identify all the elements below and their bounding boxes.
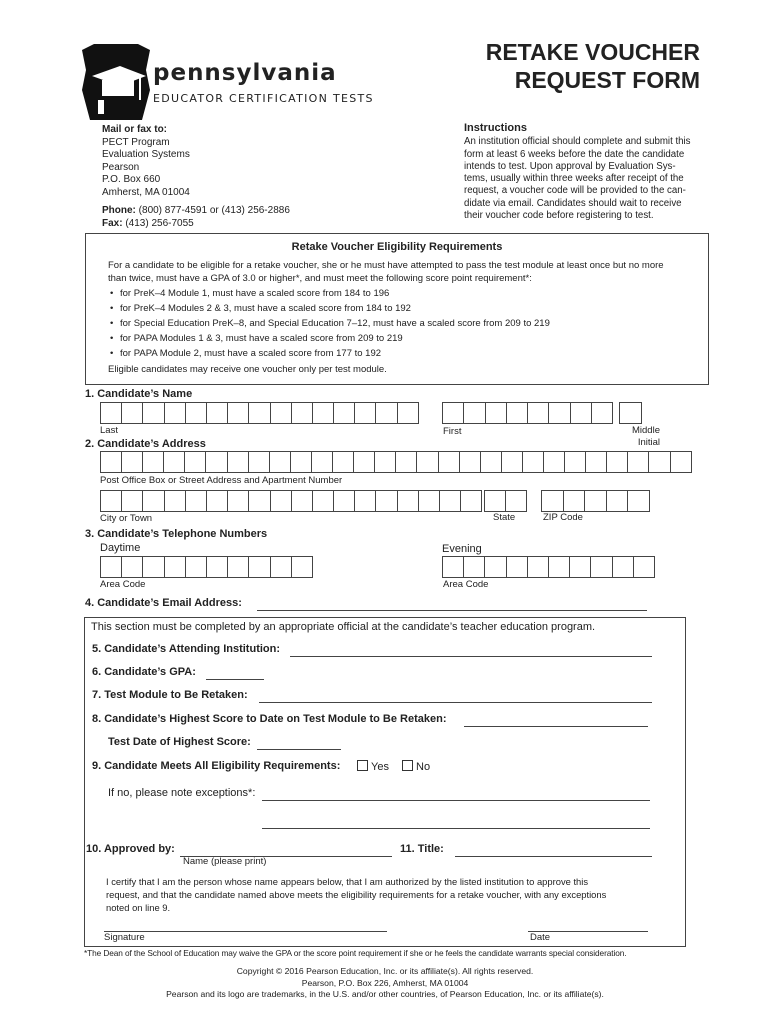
- char-box[interactable]: [480, 451, 501, 473]
- keystone-logo: [80, 42, 152, 122]
- char-box[interactable]: [438, 451, 459, 473]
- char-box[interactable]: [100, 402, 121, 424]
- email-label: 4. Candidate’s Email Address:: [85, 597, 242, 609]
- char-box[interactable]: [227, 451, 248, 473]
- char-box[interactable]: [290, 451, 311, 473]
- instructions-line: form at least 6 weeks before the date the candidate: [464, 148, 685, 160]
- char-box[interactable]: [585, 451, 606, 473]
- yes-option[interactable]: [357, 760, 389, 773]
- char-box[interactable]: [100, 490, 121, 512]
- char-box[interactable]: [185, 402, 206, 424]
- char-box[interactable]: [627, 490, 650, 512]
- char-box[interactable]: [591, 402, 613, 424]
- brand-subtitle: EDUCATOR CERTIFICATION TESTS: [153, 92, 374, 105]
- char-box[interactable]: [442, 556, 463, 578]
- title-line-2: REQUEST FORM: [514, 67, 700, 93]
- char-box[interactable]: [374, 451, 395, 473]
- first-label: First: [443, 426, 462, 437]
- address-label: 2. Candidate’s Address: [85, 438, 206, 450]
- mail-line: Evaluation Systems: [102, 149, 190, 160]
- title-field[interactable]: [455, 843, 652, 857]
- char-box[interactable]: [354, 490, 375, 512]
- char-box[interactable]: [227, 490, 248, 512]
- street-label: Post Office Box or Street Address and Apartment Number: [100, 475, 343, 486]
- official-intro: This section must be completed by an appropriate official at the candidate’s teacher education program.: [91, 621, 596, 633]
- char-box[interactable]: [375, 402, 396, 424]
- char-box[interactable]: [648, 451, 669, 473]
- eligibility-heading: Retake Voucher Eligibility Requirements: [291, 241, 503, 253]
- char-box[interactable]: [312, 490, 333, 512]
- char-box[interactable]: [463, 402, 484, 424]
- instructions-line: request, a voucher code will be provided to the can-: [464, 185, 686, 197]
- phone-value: (800) 877-4591 or (413) 256-2886: [138, 205, 290, 216]
- char-box[interactable]: [248, 556, 269, 578]
- char-box[interactable]: [590, 556, 611, 578]
- char-box[interactable]: [142, 556, 163, 578]
- char-box[interactable]: [627, 451, 648, 473]
- char-box[interactable]: [142, 402, 163, 424]
- char-box[interactable]: [459, 451, 480, 473]
- char-box[interactable]: [505, 490, 527, 512]
- char-box[interactable]: [527, 556, 548, 578]
- char-box[interactable]: [548, 402, 569, 424]
- char-box[interactable]: [353, 451, 374, 473]
- mail-line: PECT Program: [102, 136, 170, 148]
- char-box[interactable]: [418, 490, 439, 512]
- q9-label: 9. Candidate Meets All Eligibility Requirements:: [92, 760, 341, 772]
- phone-line: [102, 205, 402, 218]
- zip-label: ZIP Code: [543, 512, 583, 523]
- char-box[interactable]: [354, 402, 375, 424]
- char-box[interactable]: [606, 490, 628, 512]
- char-box[interactable]: [311, 451, 332, 473]
- state-boxes[interactable]: [484, 490, 527, 512]
- footer-line: Pearson and its logo are trademarks, in the U.S. and/or other countries, of Pearson Education, Inc. or its affiliate(s).: [166, 989, 604, 999]
- no-checkbox[interactable]: [402, 760, 413, 771]
- evening-area-code-label: Area Code: [443, 579, 489, 590]
- char-box[interactable]: [416, 451, 437, 473]
- char-box[interactable]: [184, 451, 205, 473]
- char-box[interactable]: [485, 402, 506, 424]
- char-box[interactable]: [612, 556, 633, 578]
- mail-block: [102, 124, 402, 230]
- char-box[interactable]: [484, 490, 505, 512]
- footer-line: Copyright © 2016 Pearson Education, Inc. or its affiliate(s). All rights reserved.: [236, 966, 534, 976]
- city-label: City or Town: [100, 513, 153, 524]
- last-label: Last: [100, 425, 118, 436]
- eligibility-list: [86, 286, 708, 361]
- char-box[interactable]: [121, 451, 142, 473]
- char-box[interactable]: [121, 556, 142, 578]
- telephone-label: 3. Candidate’s Telephone Numbers: [85, 528, 268, 540]
- yes-label: Yes: [371, 761, 389, 773]
- char-box[interactable]: [121, 402, 142, 424]
- char-box[interactable]: [206, 490, 227, 512]
- char-box[interactable]: [584, 490, 606, 512]
- char-box[interactable]: [548, 556, 569, 578]
- char-box[interactable]: [270, 402, 291, 424]
- exceptions-field-2[interactable]: [262, 815, 650, 829]
- char-box[interactable]: [442, 402, 463, 424]
- title-line-1: RETAKE VOUCHER: [485, 39, 700, 65]
- yes-checkbox[interactable]: [357, 760, 368, 771]
- char-box[interactable]: [375, 490, 396, 512]
- char-box[interactable]: [397, 490, 418, 512]
- eligibility-bullet: • for Special Education PreK–8, and Special Education 7–12, must have a scaled score from 209 to 219: [86, 316, 708, 331]
- char-box[interactable]: [291, 490, 312, 512]
- char-box[interactable]: [501, 451, 522, 473]
- certification-text: [106, 875, 606, 914]
- certify-line: request, and that the candidate named above meets the eligibility requirements for a retake voucher, with any exceptions: [106, 889, 607, 900]
- char-box[interactable]: [570, 402, 591, 424]
- signature-field[interactable]: [104, 918, 387, 932]
- zip-boxes[interactable]: [541, 490, 650, 512]
- evening-phone-boxes[interactable]: [442, 556, 655, 578]
- middle-label-line: Middle: [632, 425, 660, 436]
- instructions-line: An institution official should complete and submit this: [464, 136, 691, 148]
- footer: [0, 966, 770, 1001]
- char-box[interactable]: [312, 402, 333, 424]
- certify-line: noted on line 9.: [106, 902, 171, 913]
- test-date-field[interactable]: [257, 736, 341, 750]
- eligibility-bullet: • for PreK–4 Module 1, must have a scaled score from 184 to 196: [86, 286, 708, 301]
- middle-initial-box[interactable]: [619, 402, 642, 424]
- char-box[interactable]: [395, 451, 416, 473]
- char-box[interactable]: [633, 556, 655, 578]
- char-box[interactable]: [205, 451, 226, 473]
- char-box[interactable]: [484, 556, 505, 578]
- institution-field[interactable]: [290, 643, 652, 657]
- char-box[interactable]: [269, 451, 290, 473]
- char-box[interactable]: [564, 451, 585, 473]
- test-module-field[interactable]: [259, 689, 652, 703]
- email-field[interactable]: [257, 597, 647, 611]
- char-box[interactable]: [439, 490, 460, 512]
- char-box[interactable]: [291, 402, 312, 424]
- name-print-label: Name (please print): [183, 856, 267, 867]
- char-box[interactable]: [100, 451, 121, 473]
- signature-label: Signature: [104, 932, 145, 943]
- char-box[interactable]: [270, 556, 291, 578]
- exceptions-field-1[interactable]: [262, 787, 650, 801]
- char-box[interactable]: [248, 490, 269, 512]
- char-box[interactable]: [227, 556, 248, 578]
- char-box[interactable]: [164, 490, 185, 512]
- eligibility-intro-line: For a candidate to be eligible for a retake voucher, she or he must have attempted to pass the test module at least once but no more: [108, 260, 664, 271]
- char-box[interactable]: [164, 402, 185, 424]
- state-label: State: [493, 512, 516, 523]
- city-boxes[interactable]: [100, 490, 482, 512]
- eligibility-intro: [108, 259, 708, 285]
- instructions-line: their voucher code before registering to test.: [464, 210, 654, 222]
- mail-line: Amherst, MA 01004: [102, 186, 190, 198]
- mail-line: P.O. Box 660: [102, 174, 161, 185]
- daytime-label: Daytime: [100, 542, 141, 554]
- instructions-line: intends to test. Upon approval by Evaluation Sys-: [464, 160, 676, 172]
- char-box[interactable]: [248, 402, 269, 424]
- char-box[interactable]: [541, 490, 563, 512]
- date-label: Date: [530, 932, 551, 943]
- char-box[interactable]: [333, 490, 354, 512]
- first-name-boxes[interactable]: [442, 402, 613, 424]
- no-option[interactable]: [402, 760, 430, 773]
- char-box[interactable]: [164, 556, 185, 578]
- char-box[interactable]: [185, 556, 206, 578]
- daytime-area-code-label: Area Code: [100, 579, 146, 590]
- char-box[interactable]: [522, 451, 543, 473]
- char-box[interactable]: [100, 556, 121, 578]
- q7-label: 7. Test Module to Be Retaken:: [92, 689, 248, 701]
- fax-line: [102, 218, 402, 231]
- footnote: *The Dean of the School of Education may waive the GPA or the score point requirement if she or he feels the candidate warrants special consideration.: [84, 948, 627, 958]
- eligibility-bullet: • for PAPA Modules 1 & 3, must have a scaled score from 209 to 219: [86, 331, 708, 346]
- eligibility-note: Eligible candidates may receive one voucher only per test module.: [108, 364, 387, 375]
- char-box[interactable]: [397, 402, 419, 424]
- char-box[interactable]: [333, 402, 354, 424]
- q8-label: 8. Candidate’s Highest Score to Date on Test Module to Be Retaken:: [92, 713, 447, 725]
- gpa-field[interactable]: [206, 666, 264, 680]
- fax-label: Fax:: [102, 217, 123, 229]
- char-box[interactable]: [527, 402, 548, 424]
- char-box[interactable]: [506, 402, 527, 424]
- approved-by-field[interactable]: [180, 843, 392, 857]
- fax-value: (413) 256-7055: [125, 217, 194, 229]
- eligibility-box: [85, 233, 709, 385]
- mail-label: Mail or fax to:: [102, 124, 168, 135]
- test-date-label: Test Date of Highest Score:: [108, 736, 251, 748]
- instructions-block: [464, 122, 714, 222]
- char-box[interactable]: [163, 451, 184, 473]
- middle-initial-label: [604, 425, 660, 449]
- char-box[interactable]: [563, 490, 585, 512]
- char-box[interactable]: [142, 451, 163, 473]
- char-box[interactable]: [185, 490, 206, 512]
- certify-line: I certify that I am the person whose name appears below, that I am authorized by the listed institution to approve this: [106, 876, 589, 887]
- char-box[interactable]: [670, 451, 692, 473]
- phone-label: Phone:: [102, 205, 136, 216]
- exceptions-label: If no, please note exceptions*:: [108, 787, 256, 799]
- char-box[interactable]: [206, 402, 227, 424]
- q5-label: 5. Candidate’s Attending Institution:: [92, 643, 281, 655]
- instructions-line: didate via email. Candidates should wait to receive: [464, 197, 682, 209]
- char-box[interactable]: [227, 402, 248, 424]
- footer-line: Pearson, P.O. Box 226, Amherst, MA 01004: [301, 977, 469, 988]
- char-box[interactable]: [248, 451, 269, 473]
- middle-label-line: Initial: [637, 437, 660, 448]
- char-box[interactable]: [463, 556, 484, 578]
- char-box[interactable]: [543, 451, 564, 473]
- instructions-line: tems, usually within three weeks after receipt of the: [464, 173, 684, 185]
- char-box[interactable]: [460, 490, 482, 512]
- q10-label: 10. Approved by:: [86, 843, 175, 855]
- street-address-boxes[interactable]: [100, 451, 692, 473]
- daytime-phone-boxes[interactable]: [100, 556, 313, 578]
- char-box[interactable]: [206, 556, 227, 578]
- no-label: No: [416, 761, 431, 773]
- eligibility-bullet: • for PAPA Module 2, must have a scaled score from 177 to 192: [86, 346, 708, 361]
- char-box[interactable]: [270, 490, 291, 512]
- char-box[interactable]: [332, 451, 353, 473]
- mail-line: Pearson: [102, 161, 140, 173]
- page-title: [486, 38, 700, 94]
- instructions-heading: Instructions: [464, 122, 527, 134]
- char-box[interactable]: [142, 490, 163, 512]
- char-box[interactable]: [291, 556, 313, 578]
- evening-label: Evening: [442, 543, 482, 555]
- date-field[interactable]: [528, 918, 648, 932]
- brand-name: pennsylvania: [153, 60, 337, 86]
- char-box[interactable]: [121, 490, 142, 512]
- name-label: 1. Candidate’s Name: [85, 388, 193, 400]
- eligibility-intro-line: than twice, must have a GPA of 3.0 or higher*, and must meet the following score point requirement*:: [108, 273, 532, 284]
- q6-label: 6. Candidate’s GPA:: [92, 666, 196, 678]
- char-box[interactable]: [506, 556, 527, 578]
- char-box[interactable]: [606, 451, 627, 473]
- highest-score-field[interactable]: [464, 713, 648, 727]
- q11-label: 11. Title:: [400, 843, 444, 855]
- eligibility-bullet: • for PreK–4 Modules 2 & 3, must have a scaled score from 184 to 192: [86, 301, 708, 316]
- char-box[interactable]: [569, 556, 590, 578]
- last-name-boxes[interactable]: [100, 402, 419, 424]
